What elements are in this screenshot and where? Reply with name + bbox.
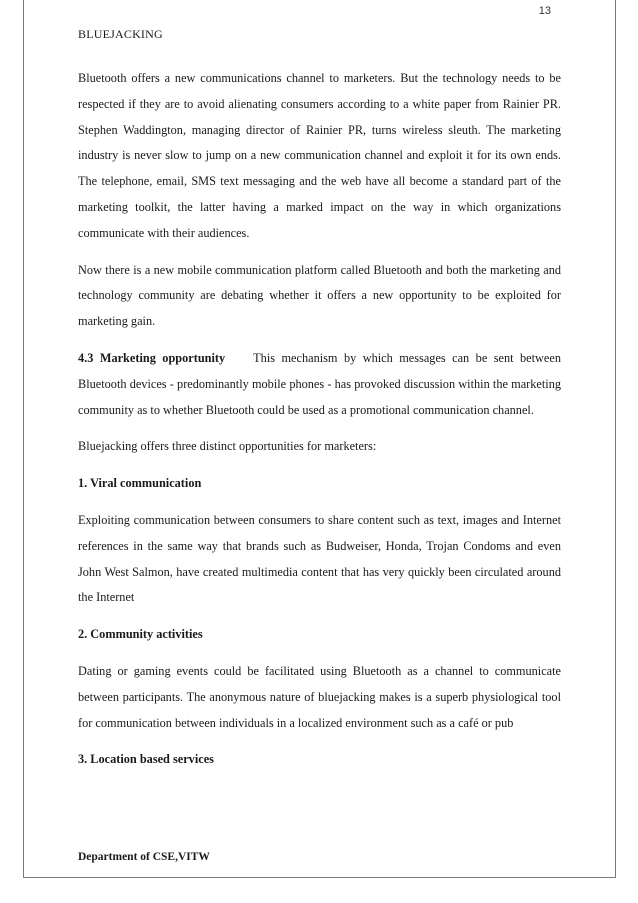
document-body <box>78 66 561 784</box>
paragraph-bluetooth-intro: Bluetooth offers a new communications channel to marketers. But the technology needs to be respected if they are to avoid alienating consumers according to a white paper from Rainier PR. Stephen Waddington, managing director of Rainier PR, turns wireless sleuth. The marketing industry is never slow to jump on a new communication channel and exploit it for its own ends. The telephone, email, SMS text messaging and the web have all become a standard part of the marketing toolkit, the latter having a marked impact on the way in which organizations communicate with their audiences. <box>78 71 561 240</box>
running-header: BLUEJACKING <box>78 27 163 41</box>
page-footer: Department of CSE,VITW <box>78 851 210 863</box>
section-heading-marketing-opportunity: 4.3 Marketing opportunity <box>78 350 226 365</box>
paragraph-community-activities: Dating or gaming events could be facilitated using Bluetooth as a channel to communicate between participants. The anonymous nature of bluejacking makes is a superb physiological tool for communication between individuals in a localized environment such as a café or pub <box>78 663 561 730</box>
heading-location-based-services: 3. Location based services <box>78 752 214 767</box>
heading-community-activities: 2. Community activities <box>78 627 203 642</box>
heading-viral-communication: 1. Viral communication <box>78 476 202 491</box>
paragraph-new-platform: Now there is a new mobile communication platform called Bluetooth and both the marketing and technology community are debating whether it offers a new opportunity to be exploited for marketing gain. <box>78 262 561 329</box>
paragraph-marketing-opportunity-text: This mechanism by which messages can be sent between Bluetooth devices - predominantly mobile phones - has provoked discussion within the marketing community as to whether Bluetooth could be used as a promotional communication channel. <box>78 350 561 417</box>
paragraph-three-opportunities: Bluejacking offers three distinct opportunities for marketers: <box>78 439 377 454</box>
paragraph-viral-communication: Exploiting communication between consumers to share content such as text, images and Internet references in the same way that brands such as Budweiser, Honda, Trojan Condoms and even John West Salmon, have created multimedia content that has very quickly been circulated around the Internet <box>78 512 561 605</box>
page-number: 13 <box>538 5 551 17</box>
paragraph-marketing-opportunity <box>78 346 561 423</box>
